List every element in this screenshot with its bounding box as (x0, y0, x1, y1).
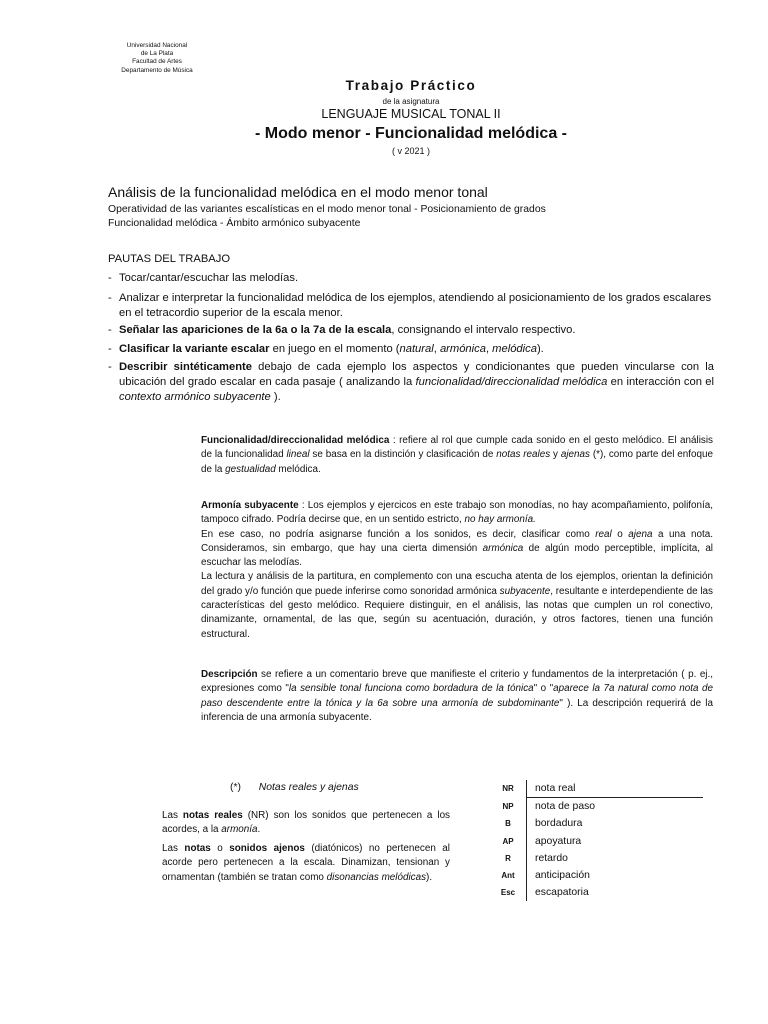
abbreviation-code: R (490, 850, 527, 867)
definition-paragraph (201, 668, 713, 725)
plain-text: en juego en el momento ( (269, 343, 400, 355)
bold-text: Describir sintéticamente (119, 361, 253, 373)
abbreviation-meaning: escapatoria (535, 887, 589, 899)
plain-text: , (433, 343, 440, 355)
italic-text: disonancias melódicas (326, 871, 427, 883)
list-dash: - (108, 272, 112, 284)
notes-title: Notas reales y ajenas (258, 782, 359, 793)
definition-term: Descripción (201, 669, 258, 680)
pautas-item-text (108, 342, 714, 357)
italic-text: lineal (286, 449, 310, 461)
definition-armonia (201, 499, 713, 642)
pautas-item-text: Analizar e interpretar la funcionalidad melódica de los ejemplos, atendiendo al posicionamiento de los grados escalares en el tetracordio superior de la escala menor. (119, 292, 712, 319)
pautas-item (108, 342, 714, 357)
italic-text: no hay armonía. (464, 514, 536, 526)
table-row (490, 867, 703, 884)
plain-text: (NR) son los sonidos que pertenecen a los acordes, a la (162, 810, 450, 836)
topic-title: - Modo menor - Funcionalidad melódica - (254, 125, 567, 142)
abbreviation-meaning: anticipación (535, 870, 590, 882)
plain-text: y (550, 449, 561, 461)
italic-text: notas reales (496, 449, 551, 461)
plain-text: : Los ejemplos y ejercicos en este trabajo son monodías, no hay acompañamiento, polifonía, tampoco cifrado. Podría decirse que, en un sentido estricto, (201, 500, 713, 526)
italic-text: natural (399, 343, 434, 355)
definition-paragraph (201, 570, 713, 641)
table-row (490, 798, 703, 816)
abbreviation-meaning: retardo (535, 852, 568, 864)
abbreviation-code: Esc (490, 884, 527, 901)
table-row (490, 884, 703, 901)
section-subheading-line: Funcionalidad melódica - Ámbito armónico subyacente (108, 217, 361, 229)
plain-text: (*), como parte del enfoque de la (201, 449, 713, 475)
plain-text: se refiere a un comentario breve que manifieste el criterio y fundamentos de la interpretación ( p. ej., expresiones como " (201, 669, 713, 695)
italic-text: funcionalidad/direccionalidad melódica (415, 376, 608, 388)
institution-line: Departamento de Música (121, 66, 193, 74)
notes-heading (230, 782, 359, 793)
plain-text: La lectura y análisis de la partitura, en complemento con una escucha atenta de los ejemplos, orientan la definición del grado y/o función que puede inferirse como sonoridad armónica (201, 571, 713, 597)
abbreviation-code: NR (490, 780, 527, 798)
pautas-item-text (108, 323, 714, 338)
table-row (490, 780, 703, 798)
abbreviation-code: B (490, 815, 527, 832)
plain-text: ). (270, 391, 281, 403)
definition-term: Funcionalidad/direccionalidad melódica (201, 435, 390, 446)
pautas-heading: PAUTAS DEL TRABAJO (108, 253, 231, 265)
plain-text: o (210, 843, 230, 854)
plain-text: : refiere al rol que cumple cada sonido en el gesto melódico. El análisis de la funcionalidad (201, 435, 713, 461)
institution-line: de La Plata (140, 50, 174, 58)
plain-text: , resultante e interdependiente de las características del gesto melódico. Requiere distinguir, en el análisis, las notas que cumplen un rol conectivo, dinamizante, ornamental, de las que, según su acentuación, duración, y otros factores, tienen una función estructural. (201, 585, 713, 640)
abbreviation-table (490, 780, 703, 901)
italic-text: armónica (439, 343, 486, 355)
definition-term: Armonía subyacente (201, 500, 299, 511)
plain-text: Las (162, 843, 185, 854)
definition-funcionalidad (201, 434, 713, 477)
italic-text: real (595, 528, 612, 540)
abbreviation-meaning: apoyatura (535, 835, 582, 847)
bold-text: sonidos ajenos (229, 843, 305, 854)
plain-text: (diatónicos) no pertenecen al acorde pero pertenecen a la escala. Dinamizan, tensionan y ornamentan (también se tratan como (162, 843, 450, 883)
plain-text: ). (536, 343, 544, 355)
plain-text: a una nota. Consideramos, sin embargo, que hay una cierta dimensión (201, 528, 713, 554)
pautas-item (108, 271, 714, 286)
plain-text: en interacción con el (607, 376, 714, 388)
plain-text: " ). La descripción requerirá de la inferencia de una armonía subyacente. (201, 697, 713, 723)
italic-text: melódica (492, 343, 537, 355)
pautas-item (108, 291, 714, 321)
abbreviation-meaning: bordadura (535, 818, 583, 830)
definition-paragraph (201, 528, 713, 571)
table-row (490, 833, 703, 850)
version-label: ( v 2021 ) (391, 146, 431, 156)
abbreviation-meaning: nota de paso (535, 801, 596, 813)
list-dash: - (108, 292, 112, 304)
abbreviation-code: NP (490, 798, 527, 816)
plain-text: de algún modo perceptible, implícita, al escuchar las melodías. (201, 542, 714, 569)
abbreviation-meaning: nota real (527, 780, 704, 798)
plain-text: se basa en la distinción y clasificación de (309, 449, 497, 461)
document-subtitle: de la asignatura (382, 97, 440, 106)
section-heading: Análisis de la funcionalidad melódica en el modo menor tonal (108, 184, 488, 200)
plain-text: Las (162, 810, 183, 821)
notes-paragraph (162, 809, 450, 838)
abbreviation-table-body (490, 780, 703, 901)
bold-text: notas (184, 843, 211, 854)
pautas-item (108, 360, 714, 405)
plain-text: o (611, 528, 629, 540)
plain-text: debajo de cada ejemplo los aspectos y condicionantes que pueden vincularse con la ubicación del grado escalar en cada pasaje ( analizando la (119, 361, 714, 388)
definition-descripcion (201, 668, 713, 725)
plain-text: melódica. (275, 463, 321, 475)
italic-text: ajena (628, 528, 653, 540)
institution-line: Facultad de Artes (132, 58, 182, 66)
table-row (490, 850, 703, 867)
definition-paragraph (201, 434, 713, 477)
document-title: Trabajo Práctico (345, 78, 477, 93)
footnote-marker: (*) (230, 782, 241, 793)
plain-text: , consignando el intervalo respectivo. (391, 324, 576, 336)
notes-paragraph (162, 842, 450, 885)
list-dash: - (108, 361, 112, 373)
list-dash: - (108, 343, 112, 355)
course-name: LENGUAJE MUSICAL TONAL II (321, 107, 501, 121)
plain-text: " o " (533, 683, 554, 695)
definition-paragraph (201, 499, 713, 528)
pautas-item (108, 323, 714, 338)
plain-text: En ese caso, no podría asignarse función a los sonidos, es decir, clasificar como (201, 528, 596, 540)
italic-text: aparece la 7a natural como nota de paso descendente entre la tónica y la 6a sobre una armonía de subdominante (201, 683, 713, 709)
bold-text: Clasificar la variante escalar (119, 343, 270, 355)
list-dash: - (108, 324, 112, 336)
institution-block (100, 42, 214, 75)
bold-text: notas reales (182, 810, 243, 821)
abbreviation-code: Ant (490, 867, 527, 884)
table-row (490, 815, 703, 832)
pautas-item-text (108, 360, 714, 405)
plain-text: , (485, 343, 493, 355)
italic-text: ajenas (560, 449, 590, 461)
italic-text: contexto armónico subyacente (119, 391, 271, 403)
institution-line: Universidad Nacional (126, 42, 188, 49)
section-subheading-line: Operatividad de las variantes escalísticas en el modo menor tonal - Posicionamiento de grados (108, 204, 546, 215)
bold-text: Señalar las apariciones de la 6a o la 7a de la escala (119, 324, 392, 336)
abbreviation-code: AP (490, 833, 527, 850)
italic-text: gestualidad (225, 463, 276, 475)
italic-text: subyacente (499, 585, 551, 597)
plain-text: . (257, 824, 261, 836)
plain-text: ). (426, 871, 433, 883)
italic-text: armonía (221, 824, 258, 836)
pautas-item-text: Tocar/cantar/escuchar las melodías. (119, 272, 299, 284)
italic-text: armónica (482, 542, 524, 554)
italic-text: la sensible tonal funciona como bordadura de la tónica (288, 683, 534, 695)
section-subheading (108, 203, 546, 230)
